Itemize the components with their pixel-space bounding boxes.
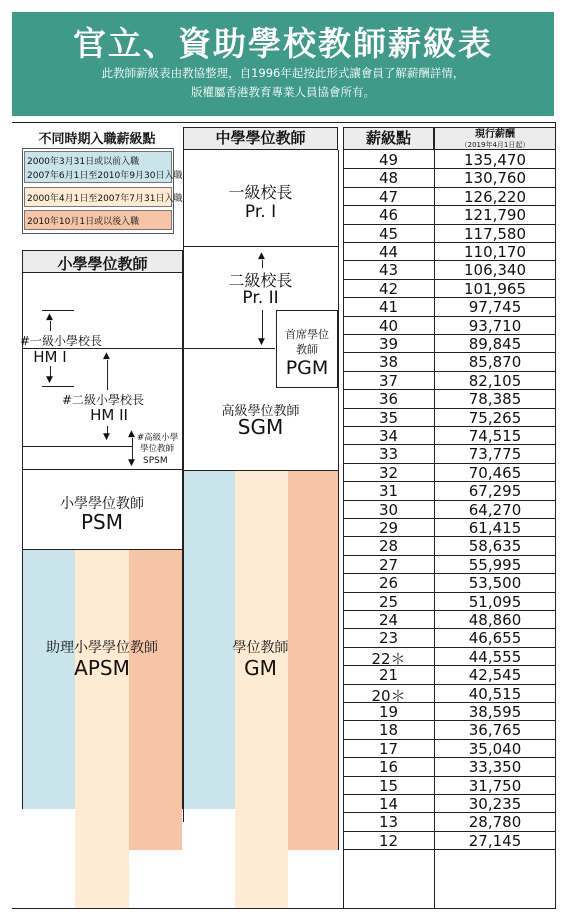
salary-value: 33,350 [468, 758, 522, 777]
salary-header-note: （2019年4月1日起） [460, 141, 530, 149]
salary-value: 35,040 [468, 739, 522, 758]
pay-point: 30 [378, 500, 399, 519]
column-header-secondary: 中學學位教師 [183, 127, 338, 150]
salary-value: 61,415 [468, 519, 522, 537]
gm-band-cream [235, 471, 288, 908]
salary-value: 36,765 [468, 721, 522, 740]
salary-value: 126,220 [463, 187, 527, 206]
pay-point: 13 [378, 813, 399, 832]
salary-value: 27,145 [468, 831, 522, 850]
pay-point: 14 [378, 795, 399, 813]
pay-point: 24 [378, 611, 399, 629]
gm-en-label: GM [244, 656, 277, 680]
salary-value: 78,385 [468, 390, 522, 409]
pay-point: 23 [378, 629, 399, 648]
salary-value: 93,710 [468, 316, 522, 335]
hm2-arrow-line [107, 360, 108, 390]
pay-point: 12 [378, 831, 399, 850]
legend-item: 2010年10月1日或以後入職 [27, 217, 140, 227]
arrow-up-icon: ▲ [128, 429, 135, 439]
secondary-right-border [338, 150, 339, 850]
salary-value: 48,860 [468, 611, 522, 629]
salary-value: 74,515 [468, 427, 522, 445]
hm2-cn-label: #二級小學校長 [62, 393, 145, 407]
salary-value: 85,870 [468, 353, 522, 372]
header-subtitle-line1: 此教師薪級表由教協整理，自1996年起按此形式讓會員了解薪酬詳情， [101, 66, 465, 80]
page-title: 官立、資助學校教師薪級表 [73, 24, 493, 63]
pay-point: 48 [378, 169, 399, 188]
salary-value: 55,995 [468, 555, 522, 574]
pay-point: 17 [378, 739, 399, 758]
pay-point: 20＊ [371, 686, 406, 705]
salary-header-label: 現行薪酬 [475, 129, 515, 140]
column-header-points: 薪級點 [343, 127, 434, 150]
table-bottom-rule [12, 908, 556, 909]
pay-point: 39 [378, 335, 399, 353]
pay-point: 31 [378, 482, 399, 501]
pay-point: 43 [378, 261, 399, 280]
hm1-arrow-line [50, 321, 51, 331]
salary-value: 130,760 [463, 169, 527, 188]
sgm-cn-label: 高級學位教師 [221, 404, 300, 419]
primary-right-border [182, 273, 183, 809]
pr2-arrow-line-down [262, 310, 263, 340]
pay-point: 32 [378, 463, 399, 482]
hm1-cn-label: #一級小學校長 [20, 334, 103, 348]
header-subtitle-line2: 版權屬香港教育專業人員協會所有。 [191, 85, 375, 99]
pay-point: 42 [378, 279, 399, 298]
salary-value: 64,270 [468, 500, 522, 519]
apsm-band-salmon [129, 550, 182, 850]
table-top-rule [12, 122, 556, 123]
pay-point: 44 [378, 243, 399, 261]
pr2-arrow-line [262, 260, 263, 268]
pay-point: 46 [378, 206, 399, 225]
salary-value: 67,295 [468, 482, 522, 501]
pay-point: 18 [378, 721, 399, 740]
pgm-en-label: PGM [285, 357, 329, 379]
salary-value: 30,235 [468, 795, 522, 813]
spsm-cn-label-2: 學位教師 [140, 444, 175, 454]
pay-point: 41 [378, 298, 399, 317]
salary-value: 58,635 [468, 537, 522, 556]
salary-value: 70,465 [468, 463, 522, 482]
pay-point: 34 [378, 427, 399, 445]
pay-point: 49 [378, 151, 399, 169]
salary-value: 31,750 [468, 776, 522, 795]
apsm-cn-label: 助理小學學位教師 [46, 640, 158, 656]
spsm-cn-label-1: #高級小學 [137, 433, 179, 443]
pr1-en-label: Pr. I [244, 202, 277, 222]
pay-point: 15 [378, 776, 399, 795]
hm1-bottom-tick [42, 386, 74, 387]
spsm-en-label: SPSM [143, 456, 168, 466]
hm1-en-label: HM I [33, 348, 67, 366]
column-header-salary [434, 127, 556, 150]
salary-value: 53,500 [468, 574, 522, 593]
psm-cn-label: 小學學位教師 [60, 496, 144, 512]
salary-value: 117,580 [463, 224, 527, 243]
legend-item: 2000年3月31日或以前入職 [27, 157, 140, 167]
hm2-bottom-rule [22, 446, 132, 447]
apsm-band-cream [75, 550, 129, 908]
psm-top-rule [22, 469, 183, 470]
sgm-en-label: SGM [237, 415, 284, 439]
pay-point: 33 [378, 445, 399, 464]
arrow-up-icon: ▲ [258, 251, 265, 261]
pay-point: 19 [378, 703, 399, 721]
legend-title: 不同時期入職薪級點 [38, 132, 156, 147]
page-header [12, 12, 554, 116]
salary-value: 73,775 [468, 445, 522, 464]
pay-point: 25 [378, 592, 399, 611]
pay-point: 40 [378, 316, 399, 335]
pr2-cn-label: 二級校長 [228, 271, 293, 290]
salary-value: 101,965 [463, 279, 527, 298]
pay-point: 37 [378, 371, 399, 390]
pay-point: 35 [378, 408, 399, 427]
pr2-en-label: Pr. II [242, 288, 279, 308]
salary-value: 46,655 [468, 629, 522, 648]
salary-value: 135,470 [463, 151, 527, 169]
apsm-en-label: APSM [74, 656, 130, 680]
arrow-down-icon: ▼ [258, 337, 265, 347]
pay-point: 38 [378, 353, 399, 372]
primary-header: 小學學位教師 [57, 255, 148, 273]
legend-item: 2000年4月1日至2007年7月31日入職 [27, 194, 183, 204]
arrow-down-icon: ▼ [128, 458, 135, 468]
pay-point: 28 [378, 537, 399, 556]
salary-value: 44,555 [468, 647, 522, 666]
salary-value: 40,515 [468, 684, 522, 703]
hm1-top-tick [42, 310, 74, 311]
salary-value: 51,095 [468, 592, 522, 611]
pay-point: 29 [378, 519, 399, 537]
pay-point: 27 [378, 555, 399, 574]
legend-item: 2007年6月1日至2010年9月30日入職 [27, 171, 183, 181]
pay-point: 21 [378, 666, 399, 685]
salary-value: 106,340 [463, 261, 527, 280]
salary-value: 121,790 [463, 206, 527, 225]
salary-value: 89,845 [468, 335, 522, 353]
pr1-bottom-rule [183, 246, 338, 247]
pr1-cn-label: 一級校長 [228, 183, 293, 202]
salary-value: 75,265 [468, 408, 522, 427]
salary-value: 28,780 [468, 813, 522, 832]
salary-value: 82,105 [468, 371, 522, 390]
salary-value: 38,595 [468, 703, 522, 721]
pay-point: 36 [378, 390, 399, 409]
salary-value: 42,545 [468, 666, 522, 685]
arrow-up-icon: ▲ [46, 312, 53, 322]
arrow-up-icon: ▲ [103, 351, 110, 361]
pay-point: 45 [378, 224, 399, 243]
pay-point: 22＊ [371, 649, 406, 668]
hm1-to-pgm-rule [22, 348, 275, 349]
arrow-down-icon: ▼ [103, 432, 110, 442]
arrow-down-icon: ▼ [46, 375, 53, 385]
spsm-arrow-line [132, 438, 133, 460]
pay-point: 47 [378, 187, 399, 206]
pgm-cn-label-2: 教師 [296, 343, 318, 356]
salary-value: 110,170 [463, 243, 527, 261]
pgm-cn-label-1: 首席學位 [285, 328, 329, 341]
gm-cn-label: 學位教師 [232, 640, 289, 656]
psm-en-label: PSM [80, 510, 123, 534]
pay-point: 26 [378, 574, 399, 593]
pay-point: 16 [378, 758, 399, 777]
salary-value: 97,745 [468, 298, 522, 317]
hm2-en-label: HM II [90, 406, 128, 424]
